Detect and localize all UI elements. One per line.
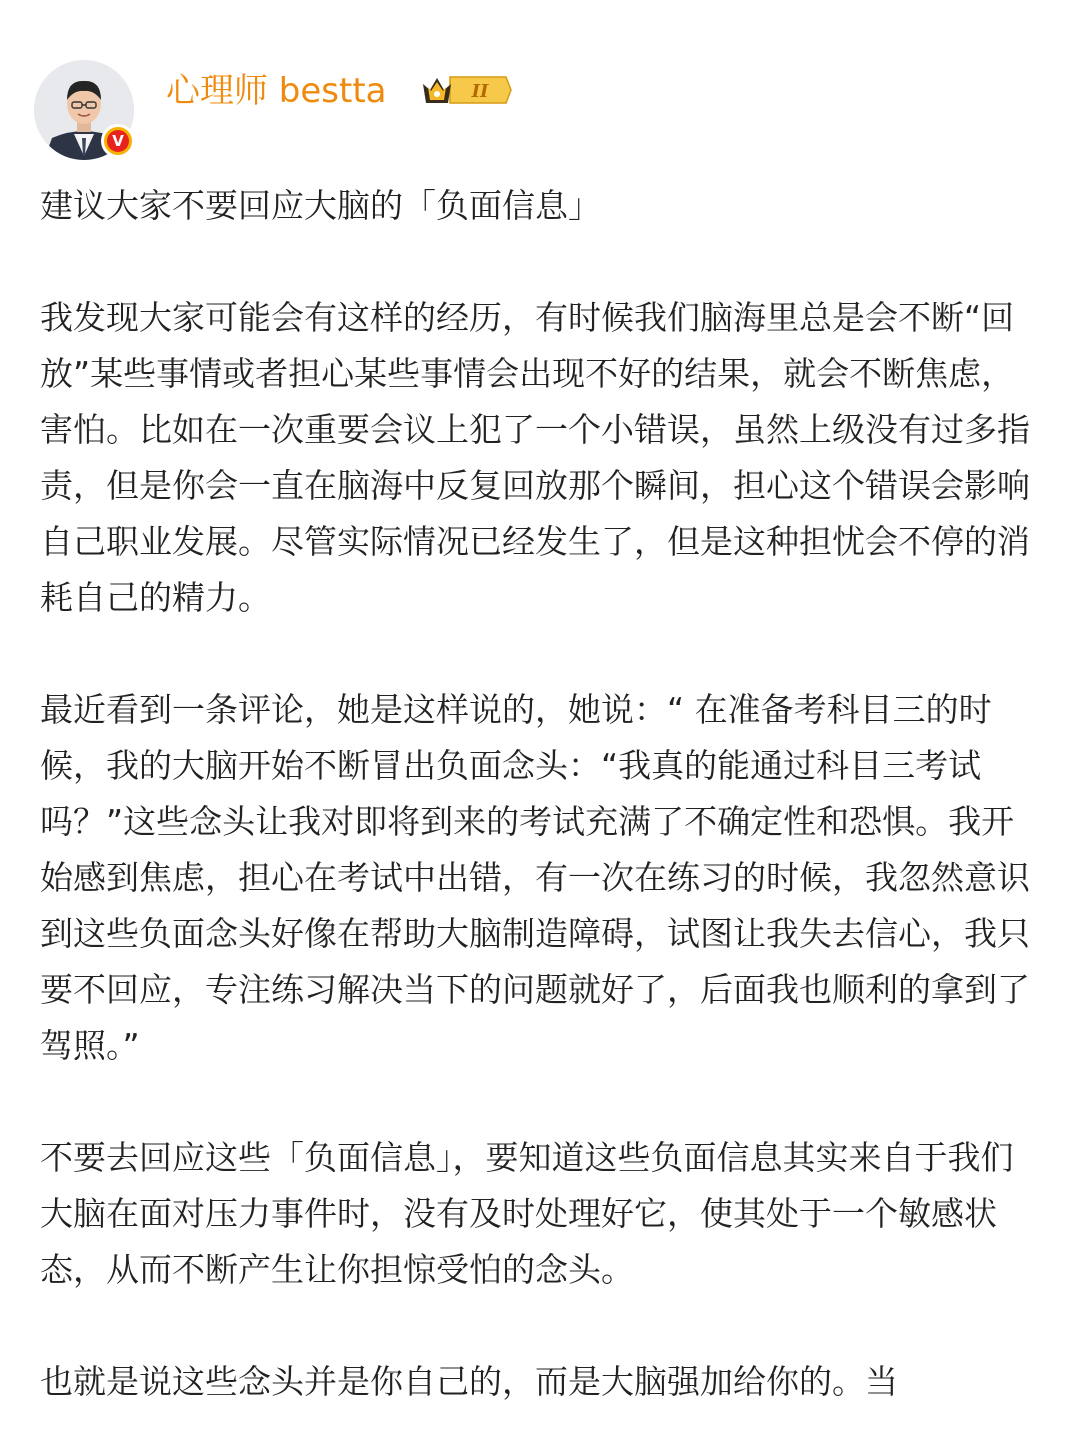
paragraph-spacer	[40, 234, 1040, 290]
post-paragraph: 不要去回应这些「负面信息」，要知道这些负面信息其实来自于我们大脑在面对压力事件时，没有及时处理好它，使其处于一个敏感状态，从而不断产生让你担惊受怕的念头。	[40, 1138, 1014, 1289]
post-paragraph: 我发现大家可能会有这样的经历，有时候我们脑海里总是会不断“回放”某些事情或者担心某些事情会出现不好的结果，就会不断焦虑，害怕。比如在一次重要会议上犯了一个小错误，虽然上级没有过多指责，但是你会一直在脑海中反复回放那个瞬间，担心这个错误会影响自己职业发展。尽管实际情况已经发生了，但是这种担忧会不停的消耗自己的精力。	[40, 298, 1030, 617]
verified-badge-icon: V	[101, 124, 135, 158]
post-paragraph: 最近看到一条评论，她是这样说的，她说：“ 在准备考科目三的时候，我的大脑开始不断冒出负面念头：“我真的能通过科目三考试吗？”这些念头让我对即将到来的考试充满了不确定性和恐惧。我开始感到焦虑，担心在考试中出错，有一次在练习的时候，我忽然意识到这些负面念头好像在帮助大脑制造障碍，试图让我失去信心，我只要不回应，专注练习解决当下的问题就好了，后面我也顺利的拿到了驾照。”	[40, 690, 1030, 1065]
paragraph-spacer	[40, 1298, 1040, 1354]
post-body	[40, 178, 1040, 1410]
post-header	[0, 0, 1080, 170]
post-title-paragraph: 建议大家不要回应大脑的「负面信息」	[40, 186, 601, 225]
username[interactable]: 心理师 bestta	[166, 71, 387, 111]
paragraph-spacer	[40, 1074, 1040, 1130]
rank-badge-label: II	[471, 81, 489, 102]
post-paragraph: 也就是说这些念头并是你自己的，而是大脑强加给你的。当	[40, 1362, 898, 1401]
rank-crown-badge-icon	[420, 72, 512, 108]
paragraph-spacer	[40, 626, 1040, 682]
